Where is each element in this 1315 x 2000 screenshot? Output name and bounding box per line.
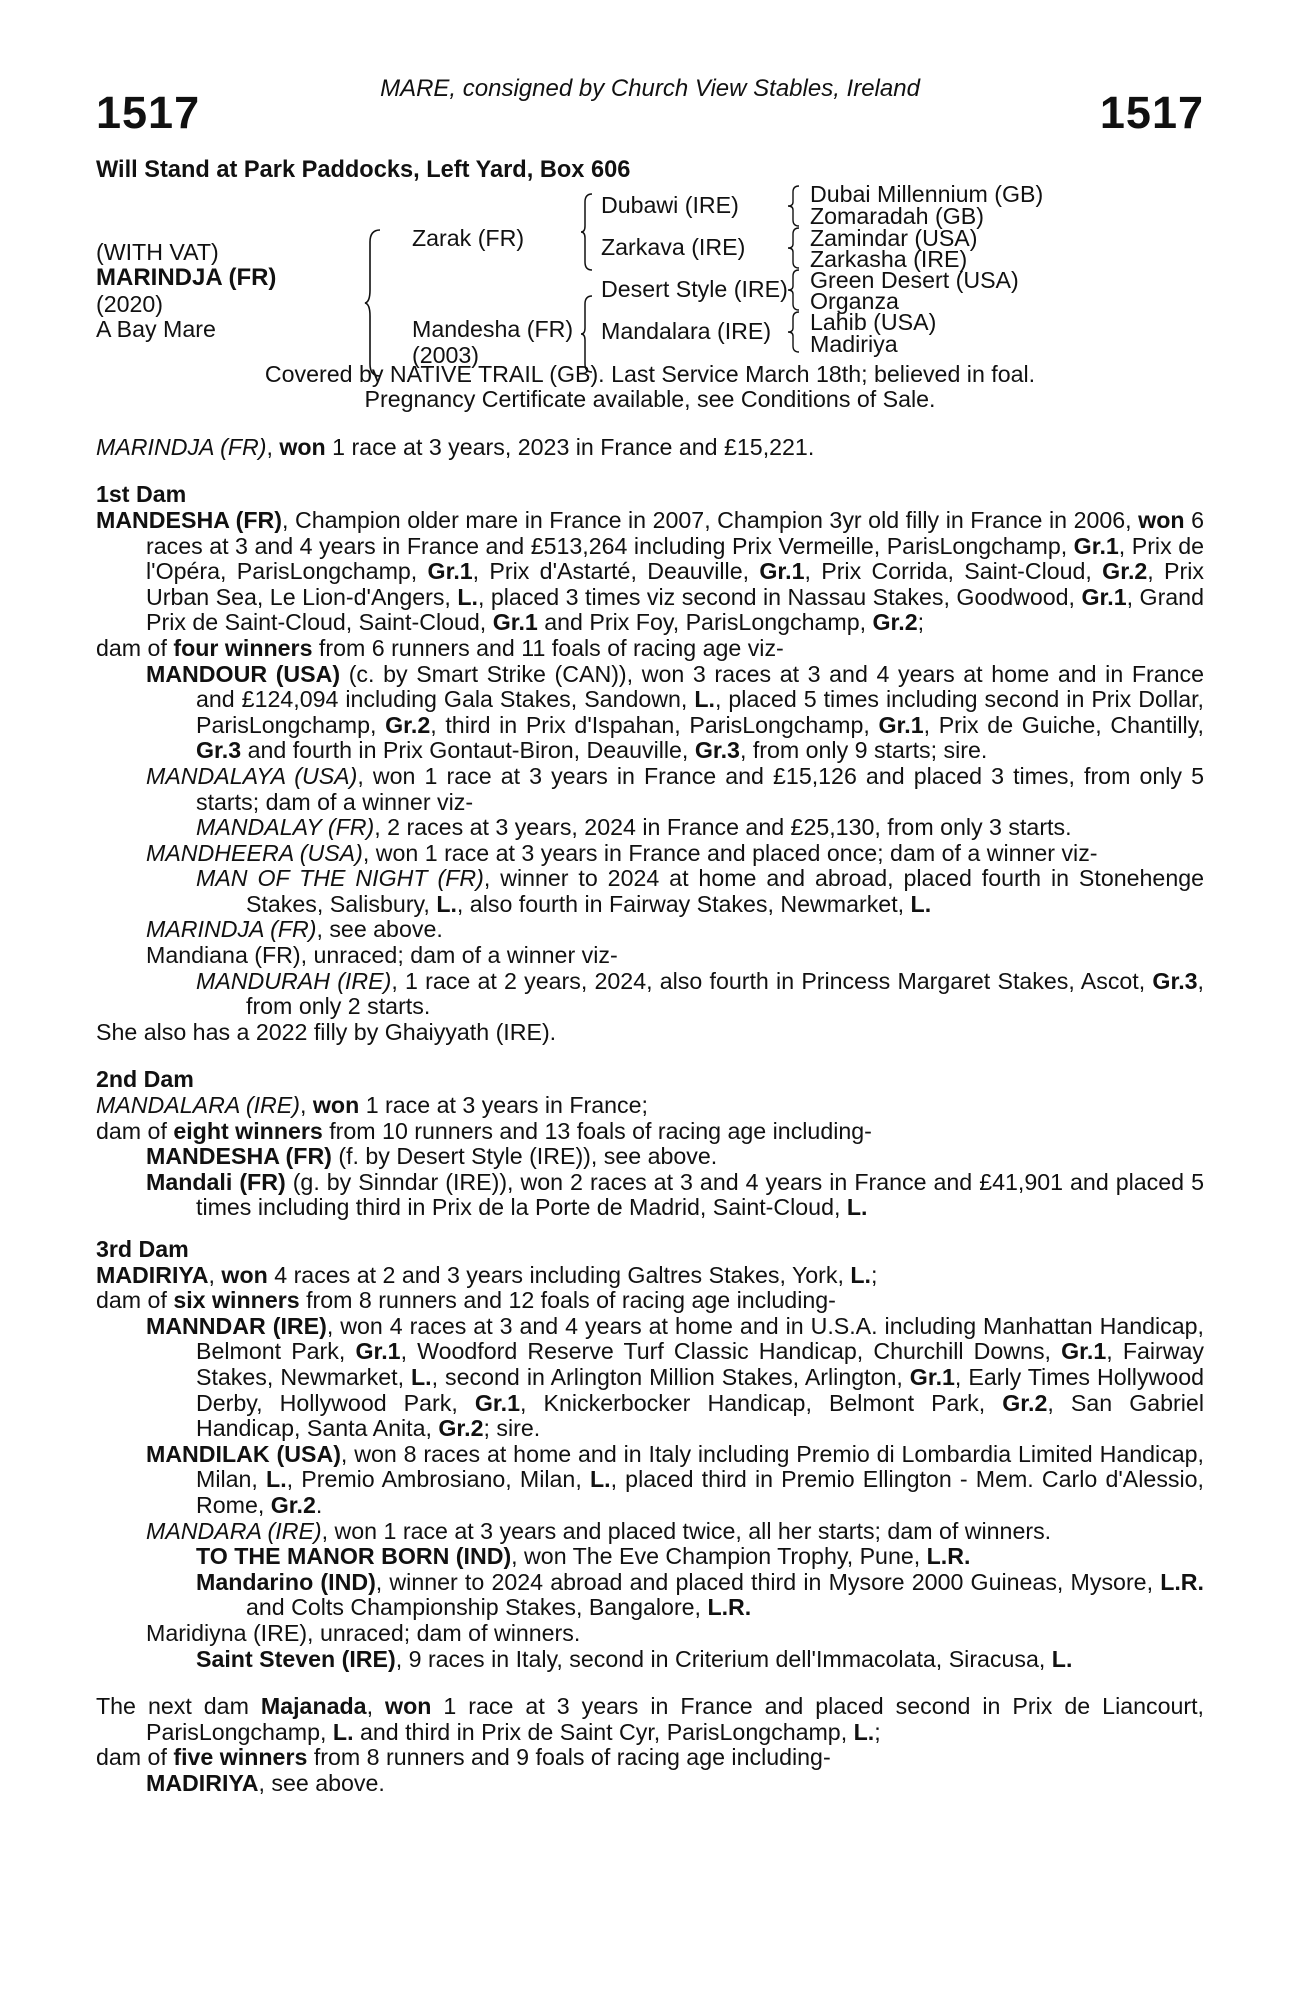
produce-maridiyna: Maridiyna (IRE), unraced; dam of winners.	[146, 1619, 581, 1646]
sire-dam: Zarkava (IRE)	[601, 233, 746, 260]
horse-vat: (WITH VAT)	[96, 238, 219, 265]
dam-dam: Mandalara (IRE)	[601, 317, 772, 344]
produce-marindja: MARINDJA (FR), see above.	[146, 916, 443, 943]
summary-text: 1 race at 3 years, 2023 in France and £15,221.	[325, 433, 815, 460]
second-dam-produce-summary: dam of eight winners from 10 runners and 13 foals of racing age including-	[96, 1117, 872, 1144]
produce-mandara: MANDARA (IRE), won 1 race at 3 years and placed twice, all her starts; dam of winners.	[146, 1517, 1052, 1544]
lot-number-right: 1517	[1099, 87, 1204, 138]
sire-dam-sire: Zamindar (USA)	[810, 224, 978, 251]
sire-sire: Dubawi (IRE)	[601, 191, 739, 218]
pedigree-brace-dam	[580, 294, 594, 374]
produce-mandiana: Mandiana (FR), unraced; dam of a winner viz-	[146, 942, 618, 969]
produce-mandalay: MANDALAY (FR), 2 races at 3 years, 2024 in France and £25,130, from only 3 starts.	[196, 814, 1072, 841]
produce-mandarino: Mandarino (IND), winner to 2024 abroad and placed third in Mysore 2000 Guineas, Mysore, L.R. and Colts Championship Stakes, Bangalore, L.R.	[196, 1568, 1204, 1621]
produce-man-of-the-night: MAN OF THE NIGHT (FR), winner to 2024 at home and abroad, placed fourth in Stonehenge Stakes, Salisbury, L., also fourth in Fairway Stakes, Newmarket, L.	[196, 865, 1205, 917]
pedigree-brace-ss	[787, 184, 801, 228]
consignor-line: MARE, consigned by Church View Stables, Ireland	[380, 75, 920, 102]
dam-year: (2003)	[412, 341, 480, 368]
stand-location: Will Stand at Park Paddocks, Left Yard, Box 606	[96, 157, 631, 183]
produce-mandesha: MANDESHA (FR) (f. by Desert Style (IRE)), see above.	[146, 1143, 718, 1170]
dam-sire-dam: Organza	[810, 287, 899, 314]
covered-line-2: Pregnancy Certificate available, see Conditions of Sale.	[364, 386, 936, 413]
produce-mandali: Mandali (FR) (g. by Sinndar (IRE)), won 2 races at 3 and 4 years in France and £41,901 and placed 5 times including third in Prix de la Porte de Madrid, Saint-Cloud, L.	[146, 1168, 1204, 1221]
first-dam-produce-summary: dam of four winners from 6 runners and 11 foals of racing age viz-	[96, 634, 784, 661]
produce-mandilak: MANDILAK (USA), won 8 races at home and in Italy including Premio di Lombardia Limited Handicap, Milan, L., Premio Ambrosiano, Milan, L., placed third in Premio Ellington - Mem. Carlo d'Alessio, Rome, Gr.2.	[146, 1440, 1205, 1518]
catalogue-page	[96, 76, 1204, 1796]
dam-name: Mandesha (FR)	[412, 315, 574, 342]
third-dam-produce-summary: dam of six winners from 8 runners and 12 foals of racing age including-	[96, 1287, 836, 1314]
pedigree-brace-ds	[787, 268, 801, 312]
sire-sire-sire: Dubai Millennium (GB)	[810, 180, 1044, 207]
dam-sire-sire: Green Desert (USA)	[810, 266, 1019, 293]
pedigree-brace-dd	[787, 310, 801, 354]
third-dam-entry: MADIRIYA, won 4 races at 2 and 3 years including Galtres Stakes, York, L.;	[96, 1261, 878, 1288]
produce-manndar: MANNDAR (IRE), won 4 races at 3 and 4 years at home and in U.S.A. including Manhattan Handicap, Belmont Park, Gr.1, Woodford Reserve Turf Classic Handicap, Churchill Downs, Gr.1, Fairway Stakes, Newmarket, L., second in Arlington Million Stakes, Arlington, Gr.1, Early Times Hollywood Derby, Hollywood Park, Gr.1, Knickerbocker Handicap, Belmont Park, Gr.2, San Gabriel Handicap, Santa Anita, Gr.2; sire.	[146, 1312, 1205, 1442]
pedigree-table	[96, 180, 1204, 412]
dam-sire: Desert Style (IRE)	[601, 275, 788, 302]
pedigree-brace-sd	[787, 226, 801, 270]
dam-dam-dam: Madiriya	[810, 330, 898, 357]
lot-number-left: 1517	[96, 87, 201, 138]
horse-year: (2020)	[96, 290, 164, 317]
first-dam-entry: MANDESHA (FR), Champion older mare in France in 2007, Champion 3yr old filly in France in 2006, won 6 races at 3 and 4 years in France and £513,264 including Prix Vermeille, ParisLongchamp, Gr.1, Prix de l'Opéra, ParisLongchamp, Gr.1, Prix d'Astarté, Deauville, Gr.1, Prix Corrida, Saint-Cloud, Gr.2, Prix Urban Sea, Le Lion-d'Angers, L., placed 3 times viz second in Nassau Stakes, Goodwood, Gr.1, Grand Prix de Saint-Cloud, Saint-Cloud, Gr.1 and Prix Foy, ParisLongchamp, Gr.2;	[96, 506, 1204, 636]
next-dam-produce-summary: dam of five winners from 8 runners and 9 foals of racing age including-	[96, 1744, 831, 1771]
third-dam-heading: 3rd Dam	[96, 1236, 189, 1262]
first-dam-heading: 1st Dam	[96, 481, 187, 508]
horse-description: A Bay Mare	[96, 315, 216, 342]
first-dam-also: She also has a 2022 filly by Ghaiyyath (IRE).	[96, 1018, 557, 1045]
produce-madiriya: MADIRIYA, see above.	[146, 1769, 385, 1796]
next-dam-entry: The next dam Majanada, won 1 race at 3 years in France and placed second in Prix de Liancourt, ParisLongchamp, L. and third in Prix de Saint Cyr, ParisLongchamp, L.;	[96, 1693, 1204, 1745]
pedigree-brace-sire	[580, 192, 594, 272]
summary-won: won	[279, 433, 326, 460]
second-dam-heading: 2nd Dam	[96, 1066, 194, 1093]
sire-name: Zarak (FR)	[412, 224, 525, 251]
produce-mandheera: MANDHEERA (USA), won 1 race at 3 years in France and placed once; dam of a winner viz-	[146, 839, 1098, 866]
produce-mandour: MANDOUR (USA) (c. by Smart Strike (CAN)), won 3 races at 3 and 4 years at home and in France and £124,094 including Gala Stakes, Sandown, L., placed 5 times including second in Prix Dollar, ParisLongchamp, Gr.2, third in Prix d'Ispahan, ParisLongchamp, Gr.1, Prix de Guiche, Chantilly, Gr.3 and fourth in Prix Gontaut-Biron, Deauville, Gr.3, from only 9 starts; sire.	[146, 660, 1204, 764]
covered-line-1: Covered by NATIVE TRAIL (GB). Last Service March 18th; believed in foal.	[264, 360, 1036, 387]
produce-saint-steven: Saint Steven (IRE), 9 races in Italy, second in Criterium dell'Immacolata, Siracusa, L.	[196, 1645, 1073, 1672]
summary-horse-name: MARINDJA (FR)	[96, 433, 267, 460]
produce-mandalaya: MANDALAYA (USA), won 1 race at 3 years in France and £15,126 and placed 3 times, from only 5 starts; dam of a winner viz-	[146, 762, 1204, 815]
produce-to-the-manor-born: TO THE MANOR BORN (IND), won The Eve Champion Trophy, Pune, L.R.	[196, 1543, 971, 1570]
dam-dam-sire: Lahib (USA)	[810, 308, 937, 335]
pedigree-brace-main	[364, 228, 384, 378]
horse-name: MARINDJA (FR)	[96, 263, 277, 291]
sire-dam-dam: Zarkasha (IRE)	[810, 245, 968, 272]
second-dam-entry: MANDALARA (IRE), won 1 race at 3 years in France;	[96, 1092, 648, 1119]
sire-sire-dam: Zomaradah (GB)	[810, 202, 984, 229]
summary-paragraph: MARINDJA (FR), won 1 race at 3 years, 2023 in France and £15,221.	[96, 433, 815, 460]
produce-mandurah: MANDURAH (IRE), 1 race at 2 years, 2024, also fourth in Princess Margaret Stakes, Ascot, Gr.3, from only 2 starts.	[196, 967, 1204, 1020]
